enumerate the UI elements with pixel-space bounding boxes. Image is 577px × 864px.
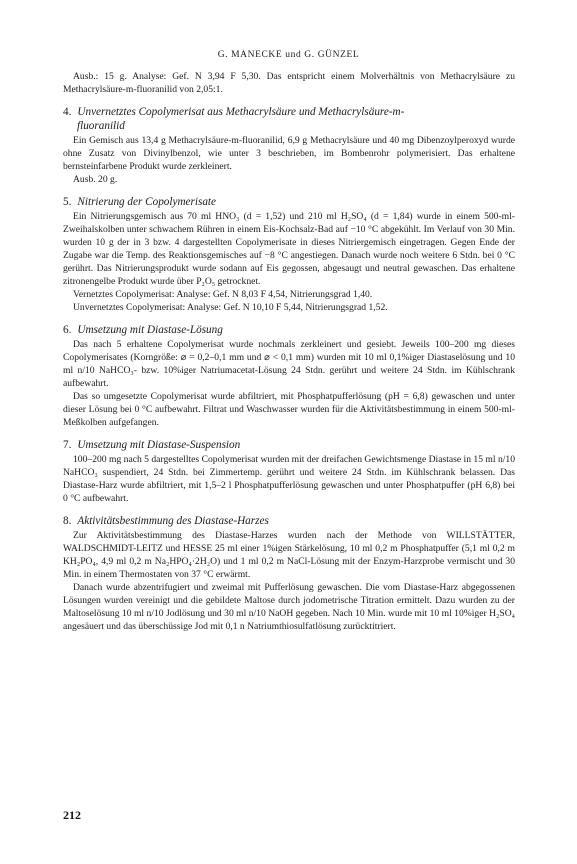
section-7 [63, 438, 515, 505]
paragraph: Vernetztes Copolymerisat: Analyse: Gef. N 8,03 F 4,54, Nitrierungsgrad 1,40. [73, 289, 373, 300]
paragraph: Ein Gemisch aus 13,4 g Methacrylsäure-m-fluoranilid, 6,9 g Methacrylsäure und 40 mg Dibenzoylperoxyd wurde ohne Zusatz von Divinylbenzol, wie unter 3 beschrieben, im Bombenrohr polymerisiert. Das erhaltene bernsteinfarbene Produkt wurde zerkleinert. [63, 135, 515, 172]
intro-paragraph: Ausb.: 15 g. Analyse: Gef. N 3,94 F 5,30. Das entspricht einem Molverhältnis von Methacrylsäure zu Methacrylsäure-m-fluoranilid von 2,05:1. [63, 71, 515, 95]
section-8 [63, 514, 515, 633]
section-title-continuation: fluoranilid [77, 120, 125, 132]
section-number: 8. [63, 515, 72, 527]
section-5 [63, 195, 515, 314]
section-title: Unvernetztes Copolymerisat aus Methacrylsäure und Methacrylsäure-m- [77, 106, 405, 118]
section-6 [63, 323, 515, 429]
paragraph: Ausb. 20 g. [73, 174, 118, 185]
paragraph: Zur Aktivitätsbestimmung des Diastase-Harzes wurden nach der Methode von WILLSTÄTTER, WALDSCHMIDT-LEITZ und HESSE 25 ml einer 1%igen Stärkelösung, 10 ml 0,2 m Phosphatpuffer (5,1 ml 0,2 m KH₂PO₄, 4,9 ml 0,2 m Na₂HPO₄·2H₂O) und 1 ml 0,2 m NaCl-Lösung mit der Enzym-Harzprobe vermischt und 30 Min. in einem Thermostaten von 37 °C erwärmt. [63, 530, 515, 580]
section-4 [63, 105, 515, 186]
section-heading [63, 195, 515, 209]
section-heading [63, 514, 515, 528]
section-title: Umsetzung mit Diastase-Suspension [77, 439, 241, 451]
section-number: 4. [63, 106, 72, 118]
section-heading [63, 438, 515, 452]
running-head: G. MANECKE und G. GÜNZEL [217, 50, 360, 60]
section-heading [63, 105, 515, 133]
page-number: 212 [63, 808, 81, 822]
section-title: Umsetzung mit Diastase-Lösung [77, 324, 223, 336]
article-body [63, 70, 515, 633]
section-number: 5. [63, 196, 72, 208]
section-number: 6. [63, 324, 72, 336]
paragraph: 100–200 mg nach 5 dargestelltes Copolymerisat wurden mit der dreifachen Gewichtsmenge Diastase in 15 ml n/10 NaHCO₃ suspendiert, 24 Stdn. bei Zimmertemp. gerührt und weitere 24 Stdn. im Kühlschrank belassen. Das Diastase-Harz wurde abfiltriert, mit 1,5–2 l Phosphatpufferlösung gewaschen und unter Phosphatpuffer (pH 6,8) bei 0 °C aufbewahrt. [63, 454, 515, 504]
section-number: 7. [63, 439, 72, 451]
paragraph: Ein Nitrierungsgemisch aus 70 ml HNO₃ (d = 1,52) und 210 ml H₂SO₄ (d = 1,84) wurde in einem 500-ml-Zweihalskolben unter schwachem Rühren in einem Eis-Kochsalz-Bad auf −10 °C abgekühlt. Im Verlauf von 30 Min. wurden 10 g der in 3 bzw. 4 dargestellten Copolymerisate in dieses Nitriergemisch eingetragen. Gegen Ende der Zugabe war die Temp. des Reaktionsgemisches auf −8 °C angestiegen. Danach wurde noch weitere 6 Stdn. bei 0 °C gerührt. Das Nitrierungsprodukt wurde sodann auf Eis gegossen, abgesaugt und neutral gewaschen. Das erhaltene zitronengelbe Produkt wurde über P₂O₅ getrocknet. [63, 211, 515, 287]
paragraph: Unvernetztes Copolymerisat: Analyse: Gef. N 10,10 F 5,44, Nitrierungsgrad 1,52. [73, 302, 388, 313]
paragraph: Das nach 5 erhaltene Copolymerisat wurde nochmals zerkleinert und gesiebt. Jeweils 100–200 mg dieses Copolymerisates (Korngröße: ⌀ = 0,2–0,1 mm und ⌀ < 0,1 mm) wurden mit 10 ml 0,1%iger Diastaselösung und 10 ml n/10 NaHCO₃- bzw. 10%iger Natriumacetat-Lösung 24 Stdn. gerührt und weitere 24 Stdn. im Kühlschrank aufbewahrt. [63, 339, 515, 389]
section-title: Aktivitätsbestimmung des Diastase-Harzes [77, 515, 269, 527]
section-heading [63, 323, 515, 337]
paragraph: Danach wurde abzentrifugiert und zweimal mit Pufferlösung gewaschen. Die vom Diastase-Harz abgegossenen Lösungen wurden vereinigt und die gebildete Maltose durch jodometrische Titration ermittelt. Dazu wurden zu der Maltoselösung 10 ml n/10 Jodlösung und 30 ml n/10 NaOH gegeben. Nach 10 Min. wurde mit 10 ml 10%iger H₂SO₄ angesäuert und das überschüssige Jod mit 0,1 n Natriumthiosulfatlösung zurücktitriert. [63, 582, 515, 632]
section-title: Nitrierung der Copolymerisate [77, 196, 216, 208]
paragraph: Das so umgesetzte Copolymerisat wurde abfiltriert, mit Phosphatpufferlösung (pH = 6,8) gewaschen und unter dieser Lösung bei 0 °C aufbewahrt. Filtrat und Waschwasser wurden für die Aktivitätsbestimmung in einem 500-ml-Meßkolben aufgefangen. [63, 391, 515, 428]
